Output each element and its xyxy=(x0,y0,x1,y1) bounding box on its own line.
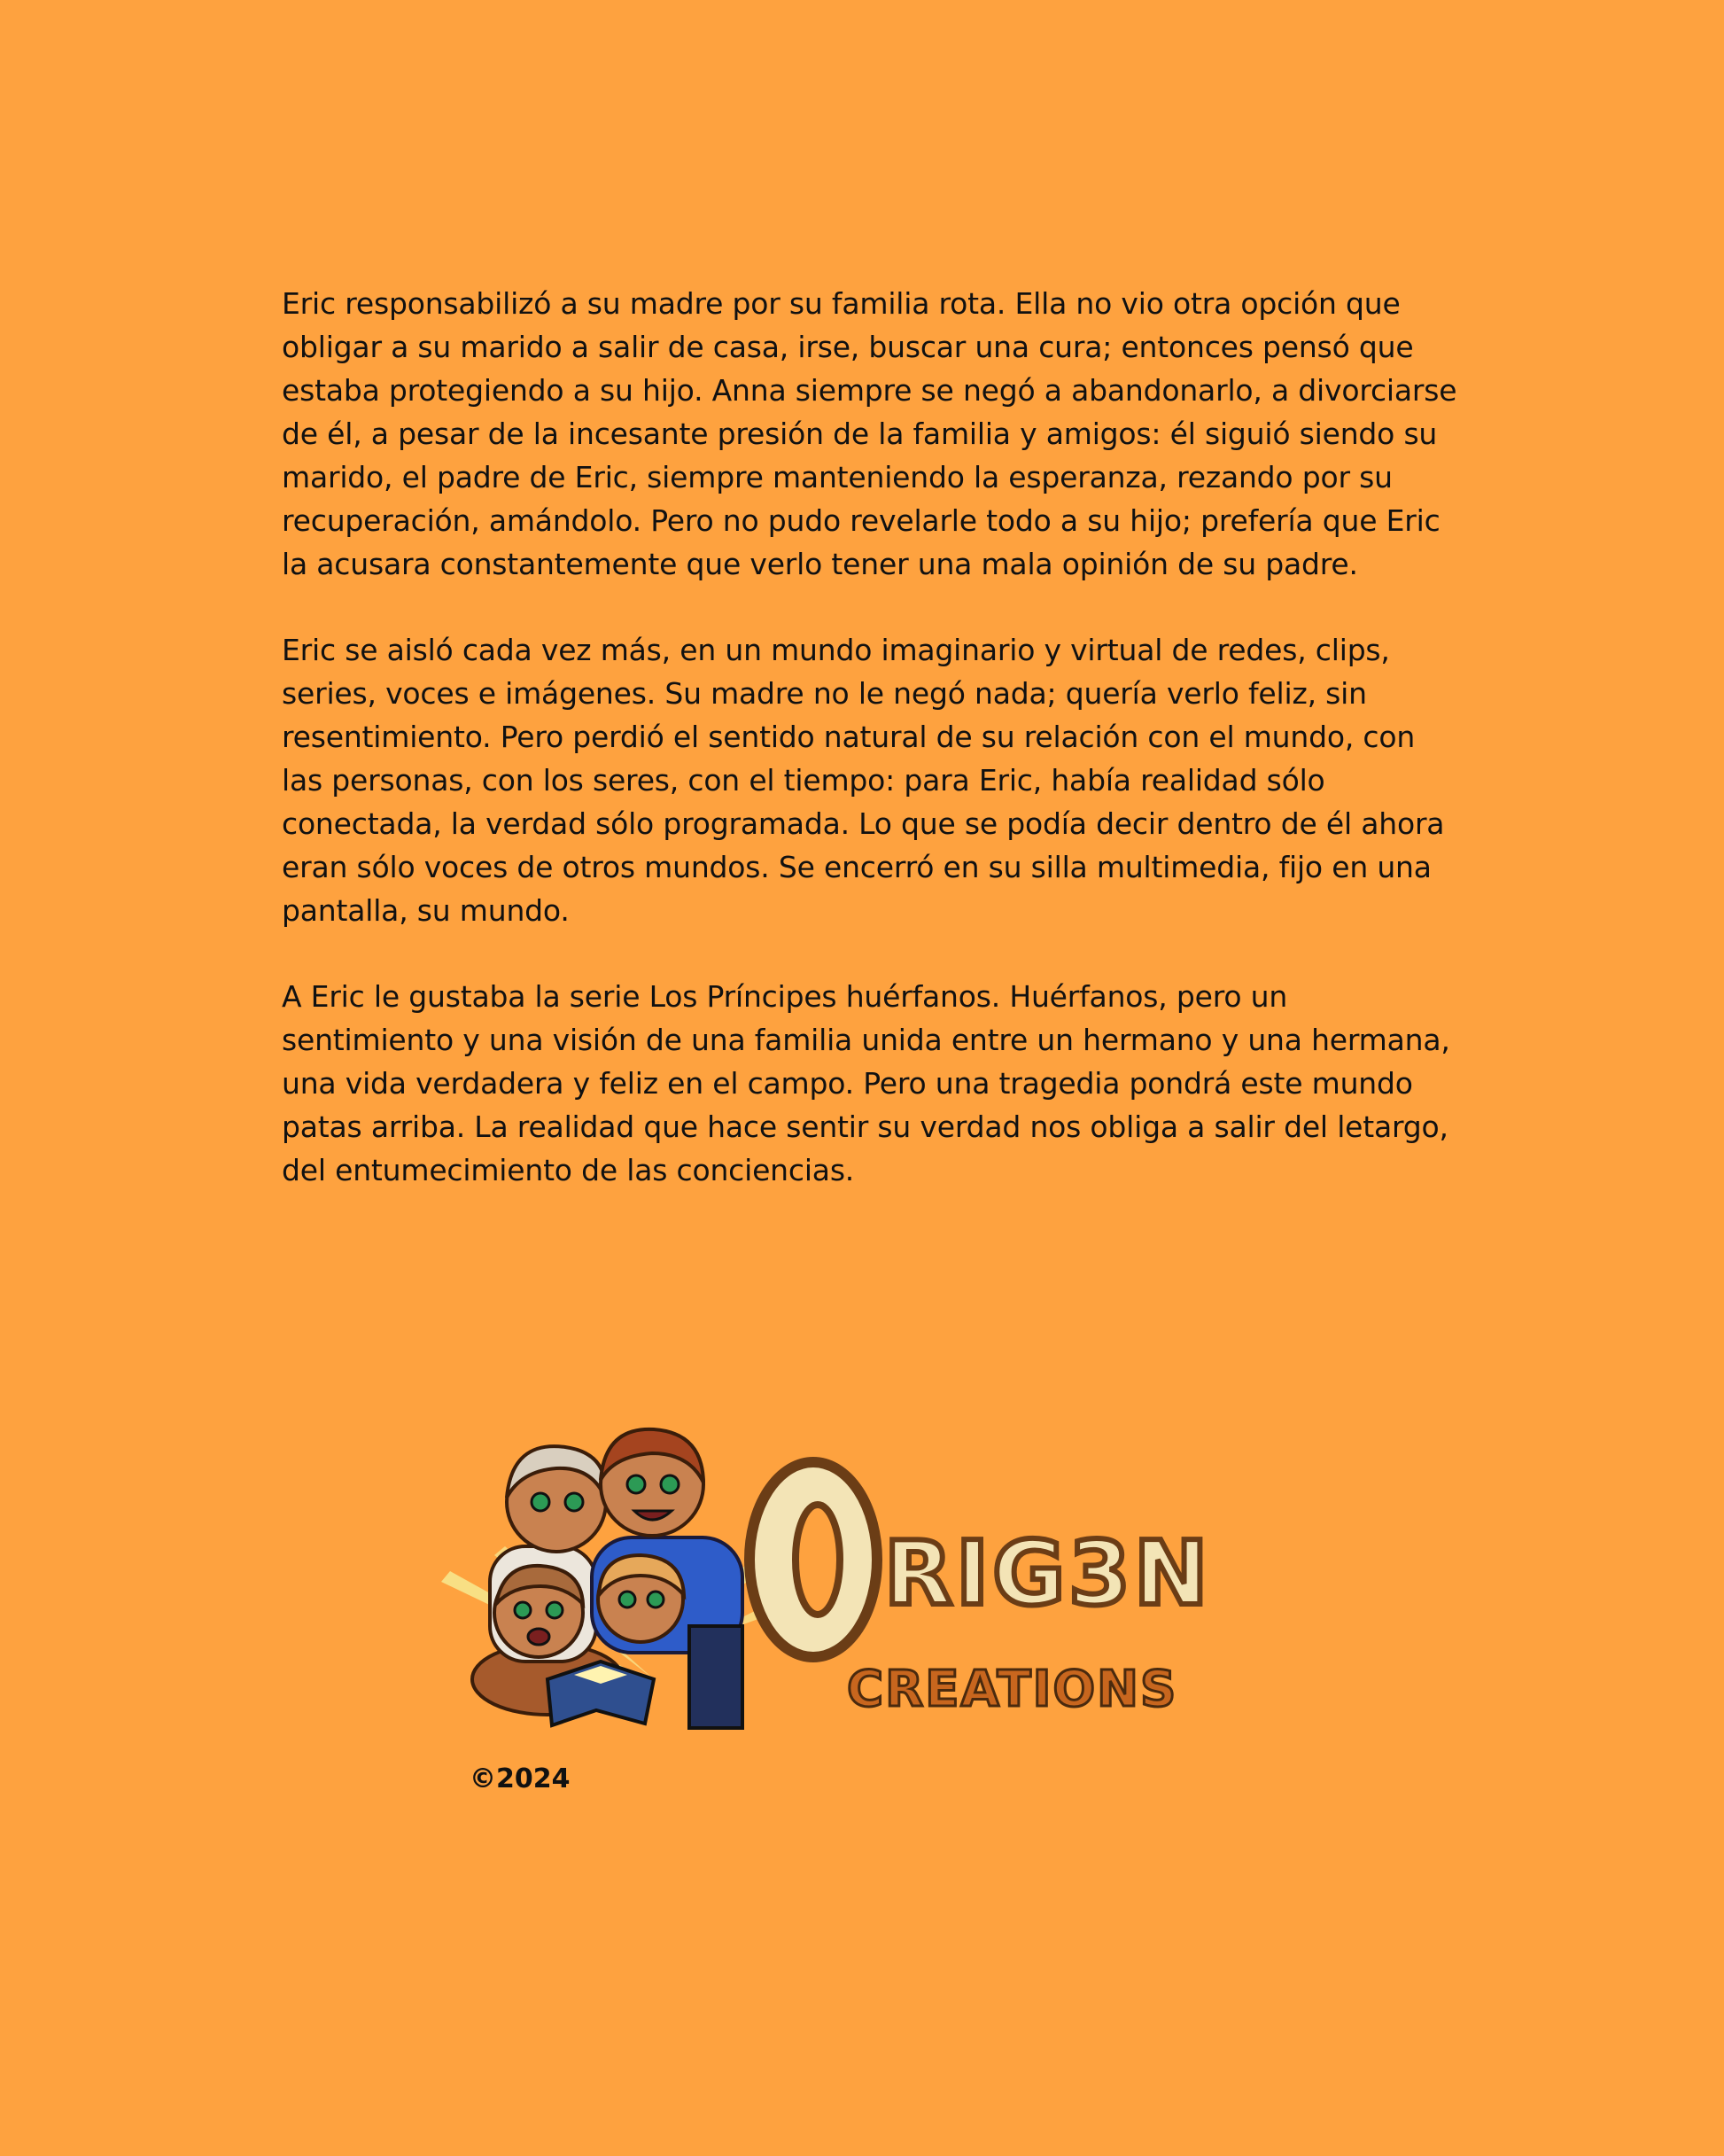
logo-subtitle: CREATIONS xyxy=(847,1661,1178,1718)
family-illustration xyxy=(472,1429,742,1728)
svg-text:RIG3N: RIG3N xyxy=(884,1522,1212,1625)
logo-wordmark xyxy=(749,1462,1212,1718)
copyright-text: ©2024 xyxy=(470,1763,571,1794)
paragraph-1: Eric responsabilizó a su madre por su familia rota. Ella no vio otra opción que obligar a su marido a salir de casa, irse, buscar una cura; entonces pensó que estaba protegiendo a su hijo. Anna siempre se negó a abandonarlo, a divorciarse de él, a pesar de la incesante presión de la familia y amigos: él siguió siendo su marido, el padre de Eric, siempre manteniendo la esperanza, rezando por su recuperación, amándolo. Pero no pudo revelarle todo a su hijo; prefería que Eric la acusara constantemente que verlo tener una mala opinión de su padre. xyxy=(282,286,1457,581)
body-text xyxy=(282,282,1460,1234)
paragraph-2: Eric se aisló cada vez más, en un mundo imaginario y virtual de redes, clips, series, voces e imágenes. Su madre no le negó nada; quería verlo feliz, sin resentimiento. Pero perdió el sentido natural de su relación con el mundo, con las personas, con los seres, con el tiempo: para Eric, había realidad sólo conectada, la verdad sólo programada. Lo que se podía decir dentro de él ahora eran sólo voces de otros mundos. Se encerró en su silla multimedia, fijo en una pantalla, su mundo. xyxy=(282,633,1445,928)
paragraph-3: A Eric le gustaba la serie Los Príncipes huérfanos. Huérfanos, pero un sentimiento y una visión de una familia unida entre un hermano y una hermana, una vida verdadera y feliz en el campo. Pero una tragedia pondrá este mundo patas arriba. La realidad que hace sentir su verdad nos obliga a salir del letargo, del entumecimiento de las conciencias. xyxy=(282,979,1450,1187)
origen-creations-logo xyxy=(423,1413,1274,1750)
